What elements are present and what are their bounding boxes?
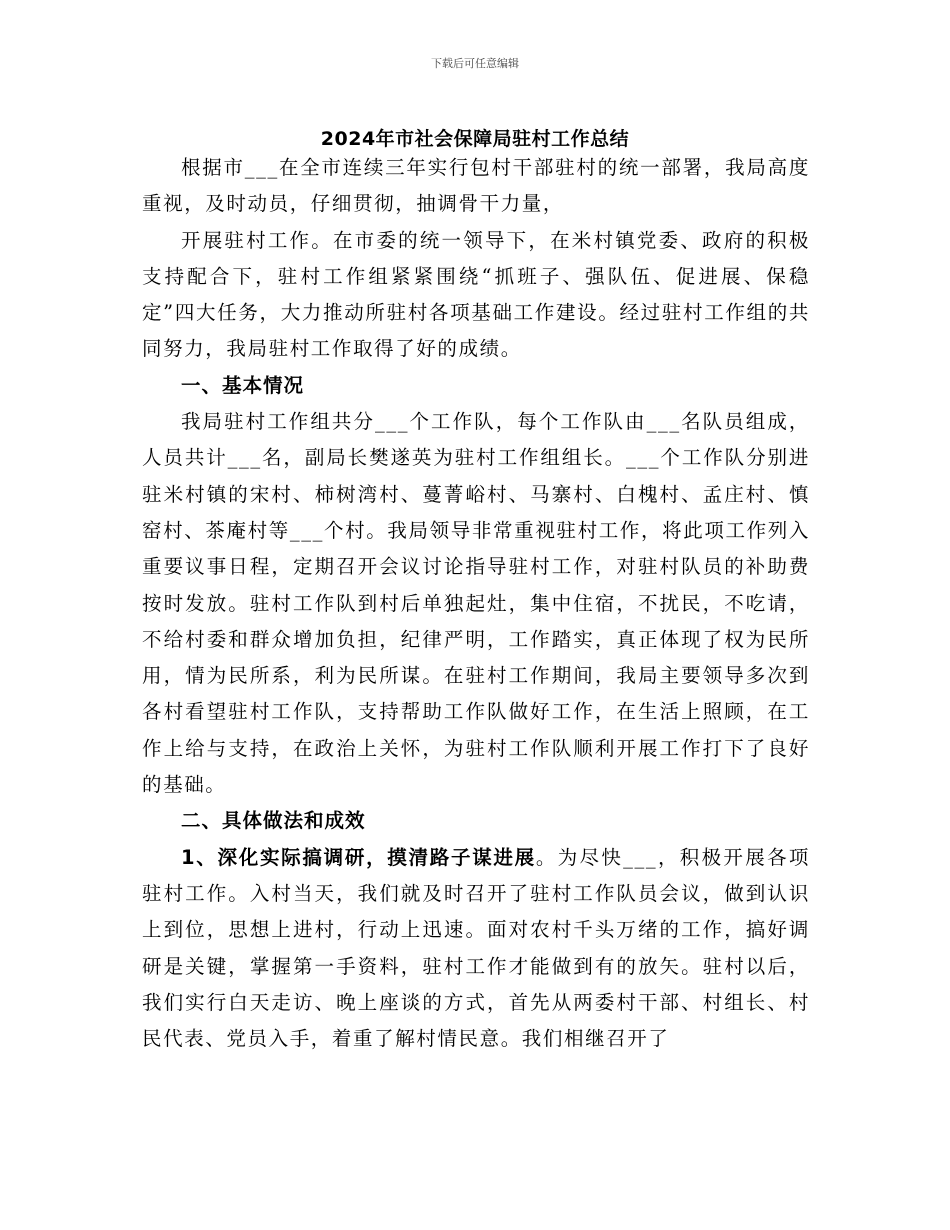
paragraph-intro: 根据市___在全市连续三年实行包村干部驻村的统一部署，我局高度重视，及时动员，仔细贯彻，抽调骨干力量， (142, 156, 810, 216)
paragraph-basic-situation: 我局驻村工作组共分___个工作队，每个工作队由___名队员组成，人员共计___名，副局长樊遂英为驻村工作组组长。___个工作队分别进驻米村镇的宋村、柿树湾村、蔓菁峪村、马寨村、白槐村、孟庄村、慎窑村、茶庵村等___个村。我局领导非常重视驻村工作，将此项工作列入重要议事日程，定期召开会议讨论指导驻村工作，对驻村队员的补助费按时发放。驻村工作队到村后单独起灶，集中住宿，不扰民，不吃请，不给村委和群众增加负担，纪律严明，工作踏实，真正体现了权为民所用，情为民所系，利为民所谋。在驻村工作期间，我局主要领导多次到各村看望驻村工作队，支持帮助工作队做好工作，在生活上照顾，在工作上给与支持，在政治上关怀，为驻村工作队顺利开展工作打下了良好的基础。 (142, 410, 810, 797)
paragraph-overview: 开展驻村工作。在市委的统一领导下，在米村镇党委、政府的积极支持配合下，驻村工作组紧紧围绕“抓班子、强队伍、促进展、保稳定”四大任务，大力推动所驻村各项基础工作建设。经过驻村工作组的共同努力，我局驻村工作取得了好的成绩。 (142, 228, 810, 361)
header-note: 下载后可任意编辑 (431, 57, 519, 70)
paragraph-research (142, 840, 810, 1058)
document-title: 2024年市社会保障局驻村工作总结 (320, 128, 630, 150)
paragraph-rest-text: 。为尽快___，积极开展各项驻村工作。入村当天，我们就及时召开了驻村工作队员会议，做到认识上到位，思想上进村，行动上迅速。面对农村千头万绪的工作，搞好调研是关键，掌握第一手资料，驻村工作才能做到有的放矢。驻村以后，我们实行白天走访、晚上座谈的方式，首先从两委村干部、村组长、村民代表、党员入手，着重了解村情民意。我们相继召开了 (142, 845, 810, 1051)
paragraph-lead-text: 1、深化实际搞调研，摸清路子谋进展 (181, 845, 536, 869)
section-heading-basic: 一、基本情况 (181, 373, 305, 397)
document-body (142, 150, 810, 1057)
section-heading-methods: 二、具体做法和成效 (181, 809, 366, 833)
